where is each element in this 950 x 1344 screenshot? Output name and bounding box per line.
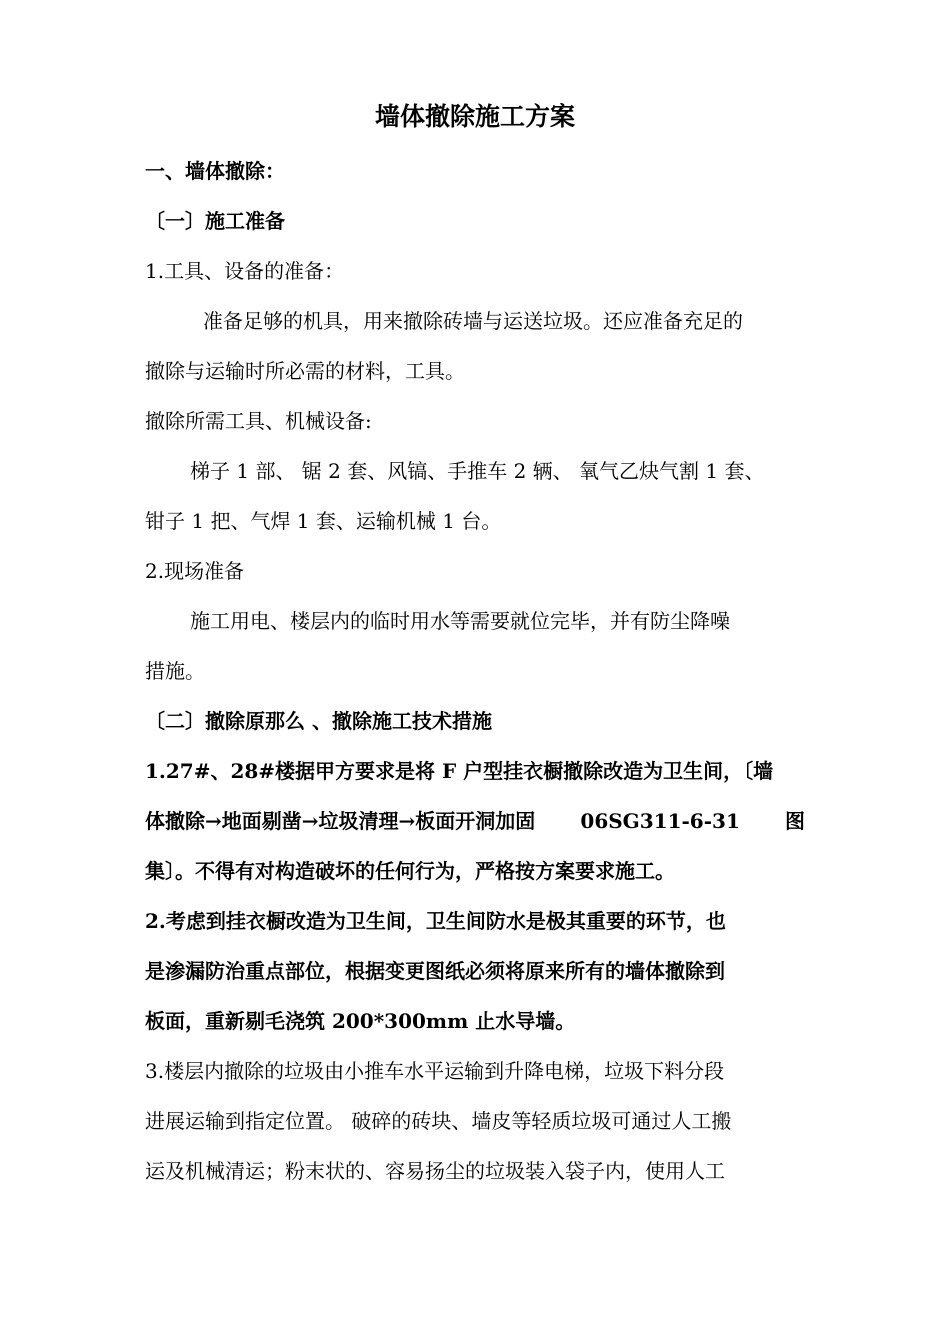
requirement-1-line-3: 集〕。不得有对构造破坏的任何行为，严格按方案要求施工。 [145,859,675,883]
item-1-heading: 1.工具、设备的准备： [145,259,345,283]
item-2-heading: 2.现场准备 [145,559,245,583]
subsection-heading-1: 〔一〕施工准备 [145,209,285,233]
tools-list-line-1: 梯子 1 部、 锯 2 套、风镐、手推车 2 辆、 氧气乙炔气割 1 套、 [190,459,765,483]
tools-list-line-2: 钳子 1 把、气焊 1 套、运输机械 1 台。 [145,509,502,533]
requirement-1-line-2-atlas-code: 06SG311-6-31 [580,809,740,833]
requirement-2-line-1: 2.考虑到挂衣橱改造为卫生间，卫生间防水是极其重要的环节，也 [145,909,726,933]
item-3-line-2: 进展运输到指定位置。 破碎的砖块、墙皮等轻质垃圾可通过人工搬 [145,1109,732,1133]
section-heading-1: 一、墙体撤除： [145,159,285,183]
requirement-1-line-1: 1.27#、28#楼据甲方要求是将 F 户型挂衣橱撤除改造为卫生间，〔墙 [145,759,774,783]
document-title: 墙体撤除施工方案 [374,102,575,131]
requirement-1-line-2-steps: 体撤除→地面剔凿→垃圾清理→板面开洞加固 [145,809,536,833]
requirement-2-line-3: 板面，重新剔毛浇筑 200*300mm 止水导墙。 [145,1009,576,1033]
item-3-line-1: 3.楼层内撤除的垃圾由小推车水平运输到升降电梯，垃圾下料分段 [145,1059,725,1083]
requirement-1-line-2-end: 图 [784,809,805,833]
item-3-line-3: 运及机械清运；粉末状的、容易扬尘的垃圾装入袋子内，使用人工 [145,1159,725,1183]
item-1-paragraph-line-2: 撤除与运输时所必需的材料，工具。 [145,359,465,383]
item-2-paragraph-line-2: 措施。 [145,659,205,683]
tools-heading: 撤除所需工具、机械设备: [145,409,372,433]
item-1-paragraph-line-1: 准备足够的机具，用来撤除砖墙与运送垃圾。还应准备充足的 [203,309,743,333]
subsection-heading-2: 〔二〕撤除原那么 、撤除施工技术措施 [145,709,492,733]
requirement-2-line-2: 是渗漏防治重点部位，根据变更图纸必须将原来所有的墙体撤除到 [145,959,725,983]
requirement-1-line-2 [145,808,805,834]
item-2-paragraph-line-1: 施工用电、楼层内的临时用水等需要就位完毕，并有防尘降噪 [190,609,730,633]
